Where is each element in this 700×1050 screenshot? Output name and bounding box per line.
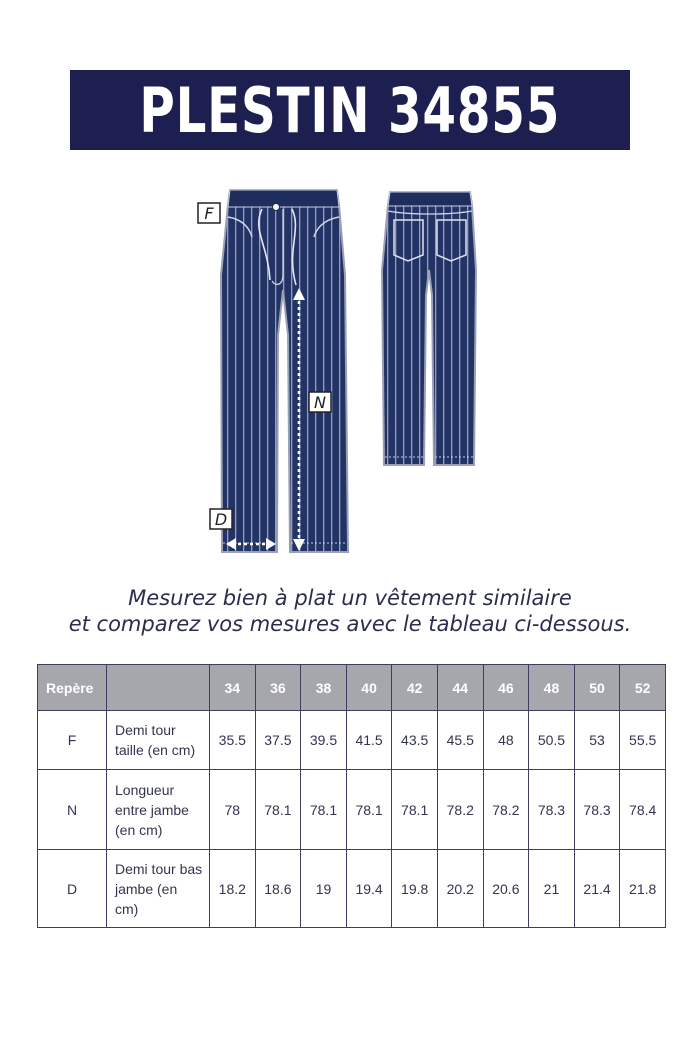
table-cell: 78.1: [301, 770, 347, 850]
label-n: N: [314, 393, 326, 412]
instructions-line-1: Mesurez bien à plat un vêtement similaire: [128, 586, 572, 610]
table-cell: 21: [529, 850, 575, 928]
back-waistband: [388, 192, 472, 206]
header-size: 34: [210, 665, 256, 711]
table-cell: 53: [574, 711, 620, 770]
table-cell: 21.4: [574, 850, 620, 928]
table-row: [38, 770, 666, 850]
row-label: Longueur entre jambe (en cm): [107, 770, 210, 850]
table-cell: 78.1: [392, 770, 438, 850]
size-table: [37, 664, 666, 928]
header-size: 50: [574, 665, 620, 711]
label-d-box: [210, 509, 232, 529]
label-f: F: [204, 204, 214, 223]
table-row: [38, 850, 666, 928]
table-cell: 19: [301, 850, 347, 928]
title-banner: [70, 70, 630, 150]
table-cell: 78.4: [620, 770, 666, 850]
row-mark: N: [38, 770, 107, 850]
header-size: 48: [529, 665, 575, 711]
front-waistband: [228, 190, 339, 207]
label-n-box: [309, 392, 331, 412]
row-label: Demi tour bas jambe (en cm): [107, 850, 210, 928]
table-cell: 41.5: [346, 711, 392, 770]
jeans-back-view: [382, 192, 476, 465]
header-size: 42: [392, 665, 438, 711]
table-cell: 78.2: [437, 770, 483, 850]
table-cell: 78.2: [483, 770, 529, 850]
label-f-box: [198, 203, 220, 223]
label-d: D: [214, 510, 228, 529]
table-cell: 39.5: [301, 711, 347, 770]
table-cell: 18.2: [210, 850, 256, 928]
table-cell: 78.1: [255, 770, 301, 850]
table-cell: 19.8: [392, 850, 438, 928]
table-cell: 18.6: [255, 850, 301, 928]
table-cell: 50.5: [529, 711, 575, 770]
table-cell: 78.3: [529, 770, 575, 850]
page-title: PLESTIN 34855: [139, 73, 561, 147]
table-cell: 55.5: [620, 711, 666, 770]
jeans-front-view: [221, 190, 348, 552]
table-cell: 78.3: [574, 770, 620, 850]
size-header-row: [38, 665, 666, 711]
header-size: 46: [483, 665, 529, 711]
table-cell: 43.5: [392, 711, 438, 770]
front-button: [273, 204, 280, 211]
header-size: 52: [620, 665, 666, 711]
table-cell: 37.5: [255, 711, 301, 770]
header-size: 38: [301, 665, 347, 711]
row-label: Demi tour taille (en cm): [107, 711, 210, 770]
header-repere: Repère: [38, 665, 107, 711]
instructions-line-2: et comparez vos mesures avec le tableau ci-dessous.: [68, 612, 632, 636]
row-mark: D: [38, 850, 107, 928]
table-cell: 48: [483, 711, 529, 770]
header-description: [107, 665, 210, 711]
table-cell: 78: [210, 770, 256, 850]
header-size: 44: [437, 665, 483, 711]
header-size: 40: [346, 665, 392, 711]
jeans-illustration: [0, 175, 700, 565]
table-cell: 45.5: [437, 711, 483, 770]
measurement-instructions: [0, 585, 700, 637]
table-cell: 78.1: [346, 770, 392, 850]
row-mark: F: [38, 711, 107, 770]
table-cell: 35.5: [210, 711, 256, 770]
table-cell: 20.6: [483, 850, 529, 928]
table-row: [38, 711, 666, 770]
table-cell: 21.8: [620, 850, 666, 928]
back-jeans-body: [382, 192, 476, 465]
front-jeans-body: [221, 190, 348, 552]
header-size: 36: [255, 665, 301, 711]
table-cell: 19.4: [346, 850, 392, 928]
table-cell: 20.2: [437, 850, 483, 928]
